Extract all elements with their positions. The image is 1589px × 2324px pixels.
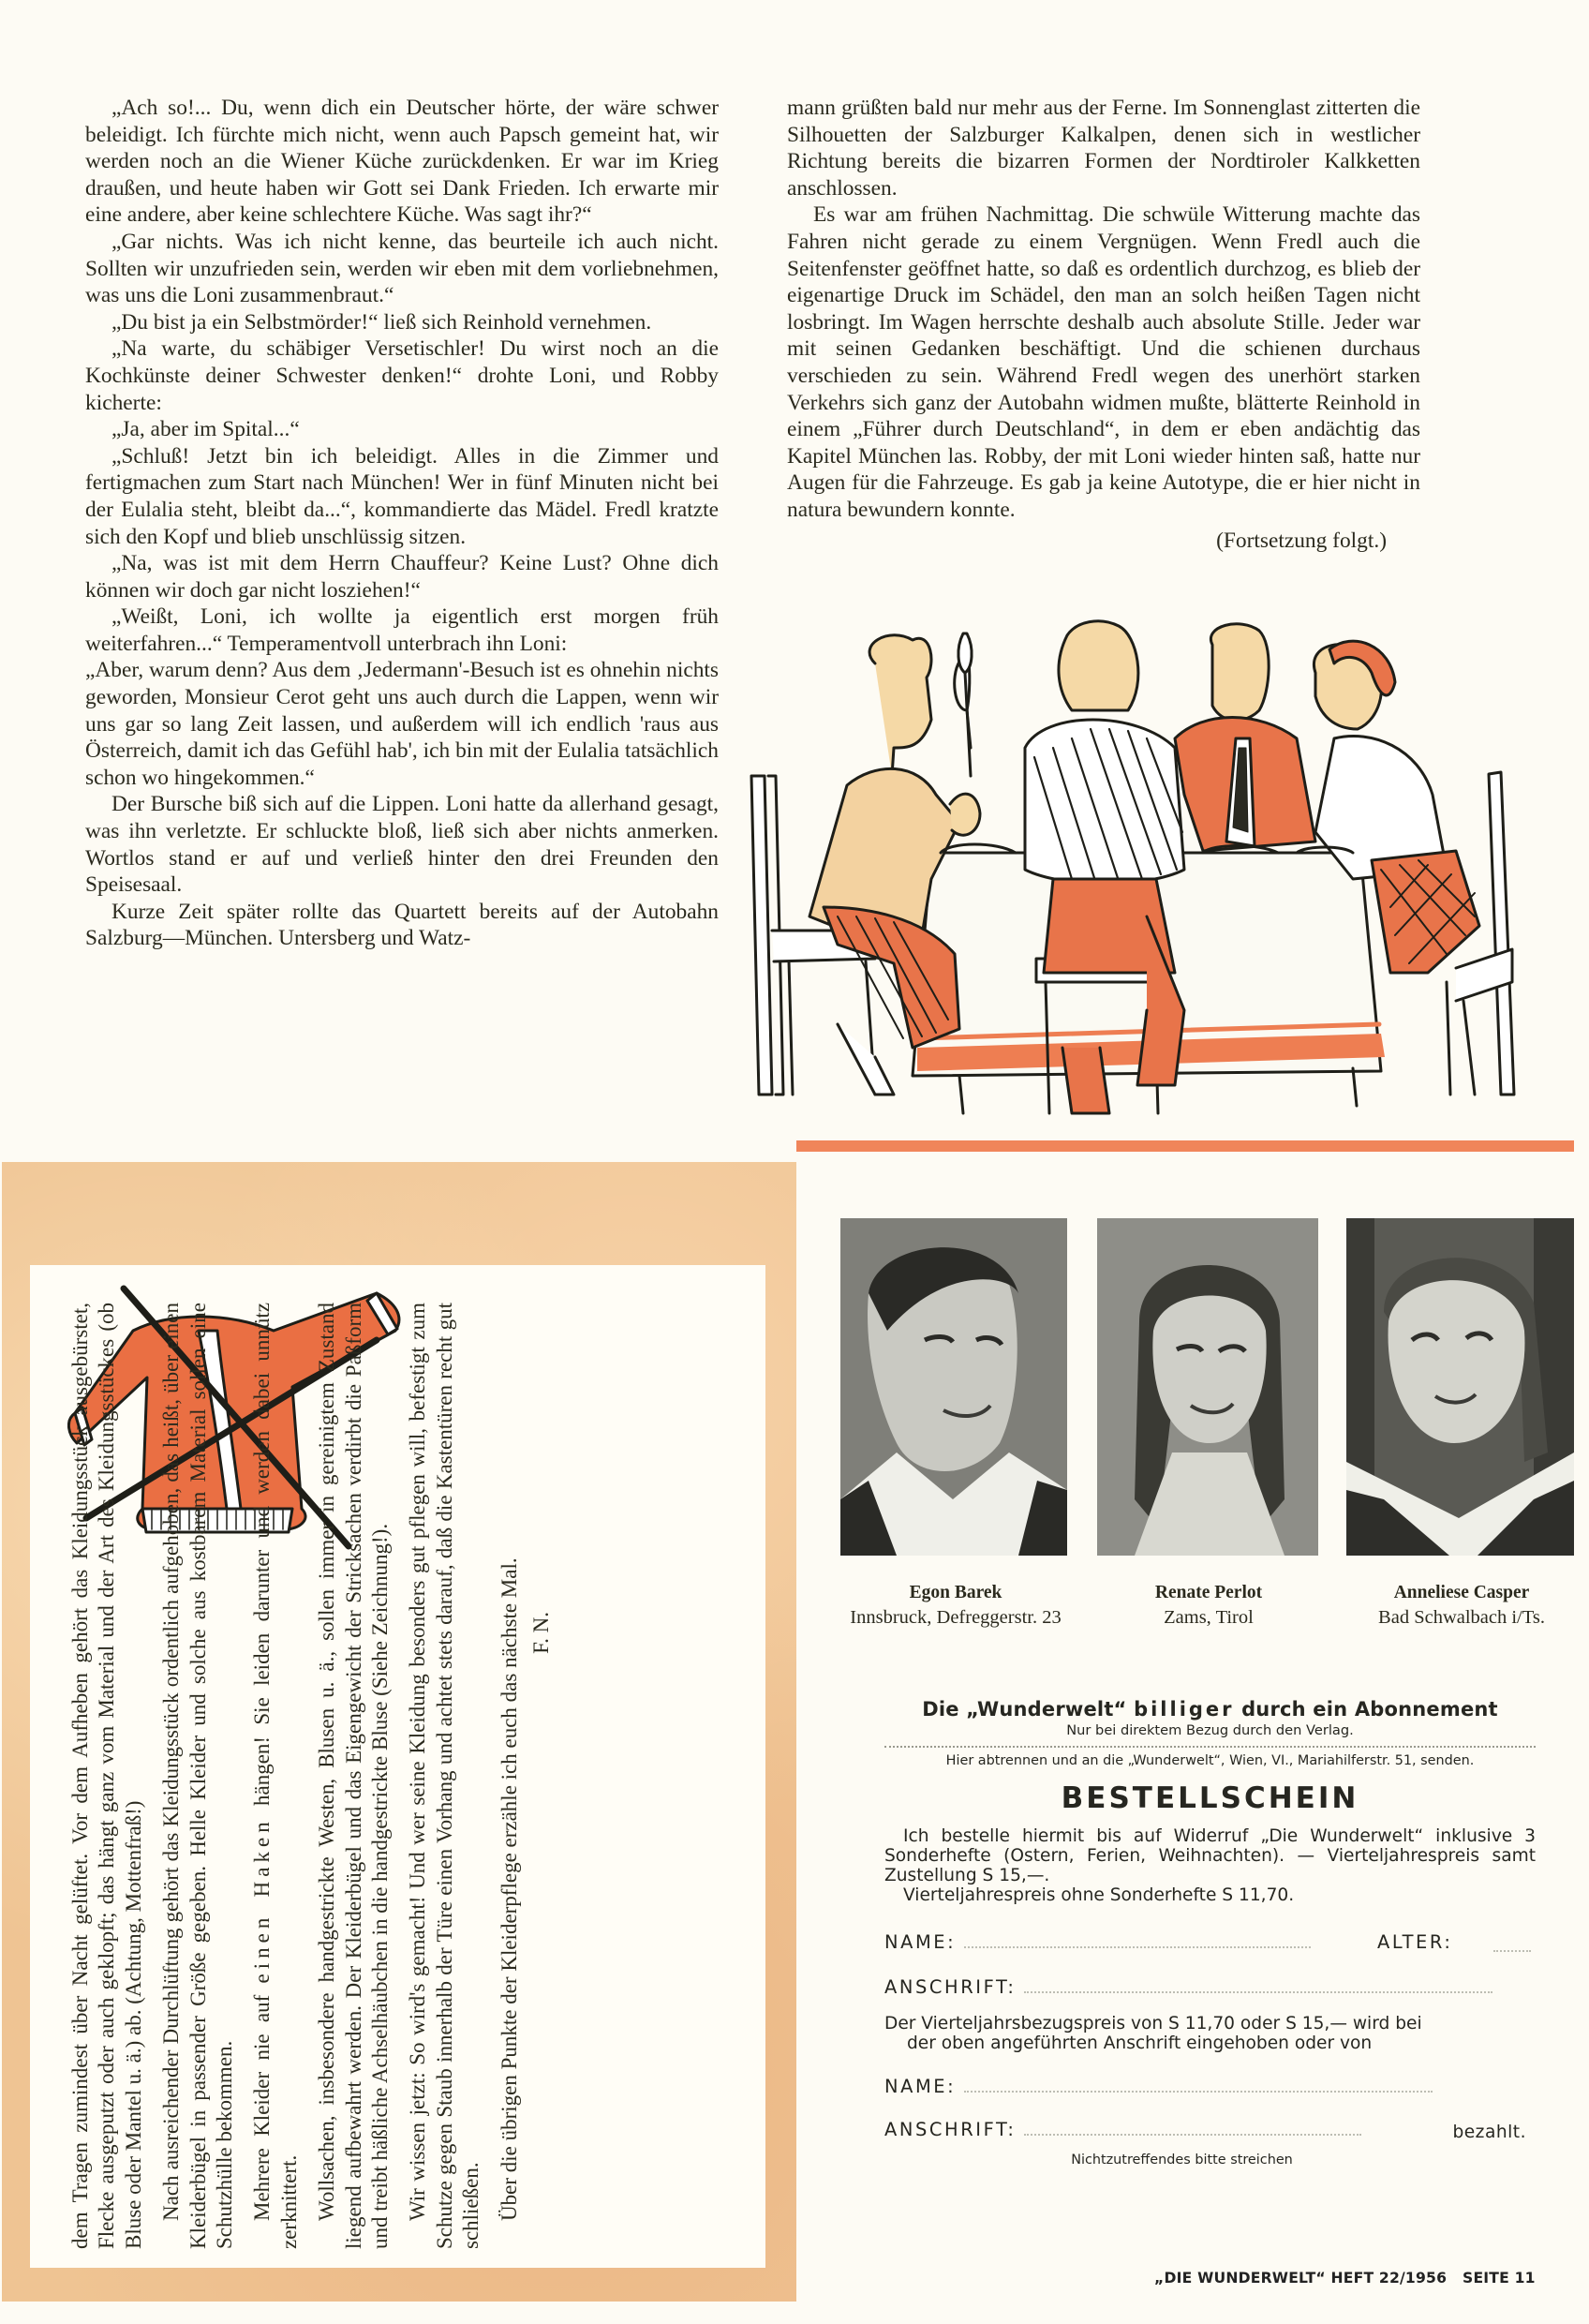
payment-text: Der Vierteljahrsbezugspreis von S 11,70 oder S 15,— wird bei — [884, 2014, 1422, 2034]
payer-address-field[interactable] — [1024, 2132, 1361, 2136]
advice-paragraph — [249, 1303, 303, 2249]
story-paragraph: „Na, was ist mit dem Herrn Chauffeur? Keine Lust? Ohne dich können wir doch gar nicht losziehen!“ — [85, 551, 719, 603]
age-label: ALTER: — [1377, 1931, 1453, 1953]
advice-signature: F. N. — [529, 1612, 554, 1654]
winner-caption — [1087, 1581, 1330, 1630]
address-field[interactable] — [1024, 1989, 1492, 1993]
dinner-table-illustration — [735, 607, 1559, 1125]
payer-name-field[interactable] — [964, 2089, 1433, 2093]
story-column-right — [787, 95, 1420, 554]
advice-paragraph: dem Tragen zumindest über Nacht gelüftet. Vor dem Aufheben gehört das Kleidungsstück ausgebürstet, Flecke ausgeputzt oder auch geklopft; das hängt ganz vom Material und der Art des Kleidungsstückes (ob Bluse oder Mantel u. ä.) ab. (Achtung, Mottenfraß!) — [68, 1303, 145, 2249]
clothing-care-panel — [2, 1162, 796, 2302]
winner-address: Bad Schwalbach i/Ts. — [1378, 1607, 1545, 1628]
winner-name: Renate Perlot — [1154, 1583, 1263, 1602]
winner-address: Innsbruck, Defreggerstr. 23 — [850, 1607, 1062, 1628]
story-paragraph: „Na warte, du schäbiger Versetischler! Du wirst noch an die Kochkünste deiner Schwester denken!“ drohte Loni, und Robby kicherte: — [85, 336, 719, 415]
winner-name: Anneliese Casper — [1393, 1583, 1530, 1602]
age-field[interactable] — [1493, 1948, 1531, 1952]
name-label: NAME: — [884, 2076, 957, 2097]
subscription-order-form — [884, 1698, 1536, 2168]
winner-photo — [1097, 1218, 1318, 1556]
rotated-text-wrapper — [30, 1265, 765, 2268]
advice-paragraph: Wollsachen, insbesondere handgestrickte Westen, Blusen u. ä., sollen immer in gereinigtem Zustand liegend aufbewahrt werden. Der Kleiderbügel und das Eigengewicht der Stricksachen verdirbt die Paßform und treibt häßliche Achselhäubchen in die handgestrickte Bluse (Siehe Zeichnung!). — [315, 1303, 393, 2249]
name-field[interactable] — [964, 1944, 1311, 1948]
winner-address: Zams, Tirol — [1164, 1607, 1254, 1628]
story-paragraph: „Schluß! Jetzt bin ich beleidigt. Alles in die Zimmer und fertigmachen zum Start nach München! Wer in fünf Minuten nicht bei der Eulalia steht, bleibt da...“, kommandierte das Mädel. Fredl kratzte sich den Kopf und blieb unschlüssig sitzen. — [85, 443, 719, 549]
form-body — [884, 1826, 1536, 1905]
name-label: NAME: — [884, 1931, 957, 1953]
strike-note: Nichtzutreffendes bitte streichen — [1071, 2153, 1293, 2168]
name-age-row — [884, 1931, 1536, 1963]
story-paragraph: „Gar nichts. Was ich nicht kenne, das beurteile ich auch nicht. Sollten wir unzufrieden sein, werden wir eben mit dem vorliebnehmen, was uns die Loni zusammenbraut.“ — [85, 229, 719, 308]
story-column-left — [85, 95, 719, 952]
story-paragraph: „Ja, aber im Spital...“ — [111, 417, 300, 442]
clothing-care-inner — [30, 1265, 765, 2268]
story-paragraph: Kurze Zeit später rollte das Quartett bereits auf der Autobahn Salzburg—München. Untersberg und Watz- — [85, 899, 719, 951]
payment-text: der oben angeführten Anschrift eingehoben oder von — [907, 2034, 1373, 2053]
story-paragraph: Der Bursche biß sich auf die Lippen. Loni hatte da allerhand gesagt, was ihn verletzte. Er schluckte bloß, ließ sich aber nichts anmerken. Wortlos stand er auf und verließ hinter den drei Freunden den Speisesaal. — [85, 792, 719, 898]
payer-name-row — [884, 2076, 1536, 2108]
form-headline — [884, 1698, 1536, 1721]
headline-part: Die „Wunderwelt“ — [922, 1698, 1127, 1721]
headline-part: durch ein Abonnement — [1241, 1698, 1498, 1721]
continuation-note: (Fortsetzung folgt.) — [1216, 528, 1387, 553]
form-text: Vierteljahrespreis ohne Sonderhefte S 11,70. — [903, 1885, 1295, 1905]
page-footer: „DIE WUNDERWELT“ HEFT 22/1956 SEITE 11 — [1154, 2270, 1536, 2287]
headline-emphasis: billiger — [1134, 1698, 1235, 1721]
winner-name: Egon Barek — [909, 1583, 1002, 1602]
advice-text: hängen! Sie leiden darunter und werden dabei unnütz zerknittert. — [250, 1302, 301, 2249]
paid-label: bezahlt. — [1452, 2123, 1526, 2142]
orange-divider — [796, 1140, 1574, 1152]
clothing-care-text — [67, 1303, 742, 2249]
story-paragraph: mann grüßten bald nur mehr aus der Ferne. Im Sonnenglast zitterten die Silhouetten der Salzburger Kalkalpen, denen sich in westlicher Richtung bereits die bizarren Formen der Nordtiroler Kalkketten anschlossen. — [787, 96, 1420, 201]
story-paragraph: „Weißt, Loni, ich wollte ja eigentlich erst morgen früh weiterfahren...“ Temperamentvoll unterbrach ihn Loni: — [85, 604, 719, 656]
winner-caption — [1340, 1581, 1583, 1630]
address-label: ANSCHRIFT: — [884, 2119, 1017, 2140]
story-paragraph: „Aber, warum denn? Aus dem ‚Jedermann'-Besuch ist es ohnehin nichts geworden, Monsieur Cerot geht uns auch durch die Lappen, wenn wir uns gar so lang Zeit lassen, und außerdem will ich endlich 'raus aus Österreich, damit ich das Gefühl hab', ich bin mit der Eulalia tatsächlich schon wo hingekommen.“ — [85, 658, 719, 790]
winner-caption — [815, 1581, 1096, 1630]
address-label: ANSCHRIFT: — [884, 1976, 1017, 1998]
address-row — [884, 1976, 1536, 2008]
form-title: BESTELLSCHEIN — [1061, 1781, 1359, 1815]
winner-photo — [1346, 1218, 1574, 1556]
form-subline: Nur bei direktem Bezug durch den Verlag. — [1066, 1722, 1354, 1738]
advice-paragraph: Über die übrigen Punkte der Kleiderpflege erzähle ich euch das nächste Mal. — [497, 1557, 521, 2221]
story-paragraph: „Du bist ja ein Selbstmörder!“ ließ sich Reinhold vernehmen. — [111, 309, 652, 335]
advice-paragraph: Wir wissen jetzt: So wird's gemacht! Und wer seine Kleidung besonders gut pflegen will, befestigt zum Schutze gegen Staub innerhalb der Türe einen Vorhang und achtet stets darauf, daß die Kastentüren recht gut schließen. — [406, 1303, 483, 2249]
winner-photo — [840, 1218, 1067, 1556]
advice-paragraph: Nach ausreichender Durchlüftung gehört das Kleidungsstück ordentlich aufgehoben, das heißt, über einen Kleiderbügel in passender Größe gegeben. Helle Kleider und solche aus kostbarem Material sollen eine Schutzhülle bekommen. — [159, 1303, 237, 2249]
cut-line[interactable]: Hier abtrennen und an die „Wunderwelt“, Wien, VI., Mariahilferstr. 51, senden. — [884, 1746, 1536, 1768]
story-paragraph: „Ach so!... Du, wenn dich ein Deutscher hörte, der wäre schwer beleidigt. Ich fürchte mich nicht, wenn auch Papsch gemeint hat, wir werden noch an die Wiener Küche zurückdenken. Er war im Krieg draußen, und heute haben wir Gott sei Dank Frieden. Ich erwarte mir eine andere, aber keine schlechtere Küche. Was sagt ihr?“ — [85, 96, 719, 228]
advice-emphasis: einen Haken — [250, 1817, 275, 1984]
form-text: Ich bestelle hiermit bis auf Widerruf „Die Wunderwelt“ inklusive 3 Sonderhefte (Ostern, Ferien, Weihnachten). — Vierteljahrespreis samt Zustellung S 15,—. — [884, 1826, 1536, 1885]
payer-address-row — [884, 2119, 1536, 2151]
payment-note — [884, 2014, 1536, 2053]
advice-text: Mehrere Kleider nie auf — [250, 1994, 275, 2221]
story-paragraph: Es war am frühen Nachmittag. Die schwüle Witterung machte das Fahren nicht gerade zu einem Vergnügen. Wenn Fredl auch die Seitenfenster geöffnet hatte, so daß es ordentlich durchzog, es blieb der eigenartige Druck im Schädel, den man an solch heißen Tagen nicht losbringt. Im Wagen herrschte deshalb auch absolute Stille. Jeder war mit seinen Gedanken beschäftigt. Und die schienen durchaus verschieden zu sein. Während Fredl wegen des unerhört starken Verkehrs sich ganz der Autobahn widmen mußte, blätterte Reinhold in einem „Führer durch Deutschland“, in dem er eben andächtig das Kapitel München las. Robby, der mit Loni wieder hinten saß, hatte nur Augen für die Fahrzeuge. Es gab ja keine Autotype, die er hier nicht in natura bewundern konnte. — [787, 202, 1420, 522]
